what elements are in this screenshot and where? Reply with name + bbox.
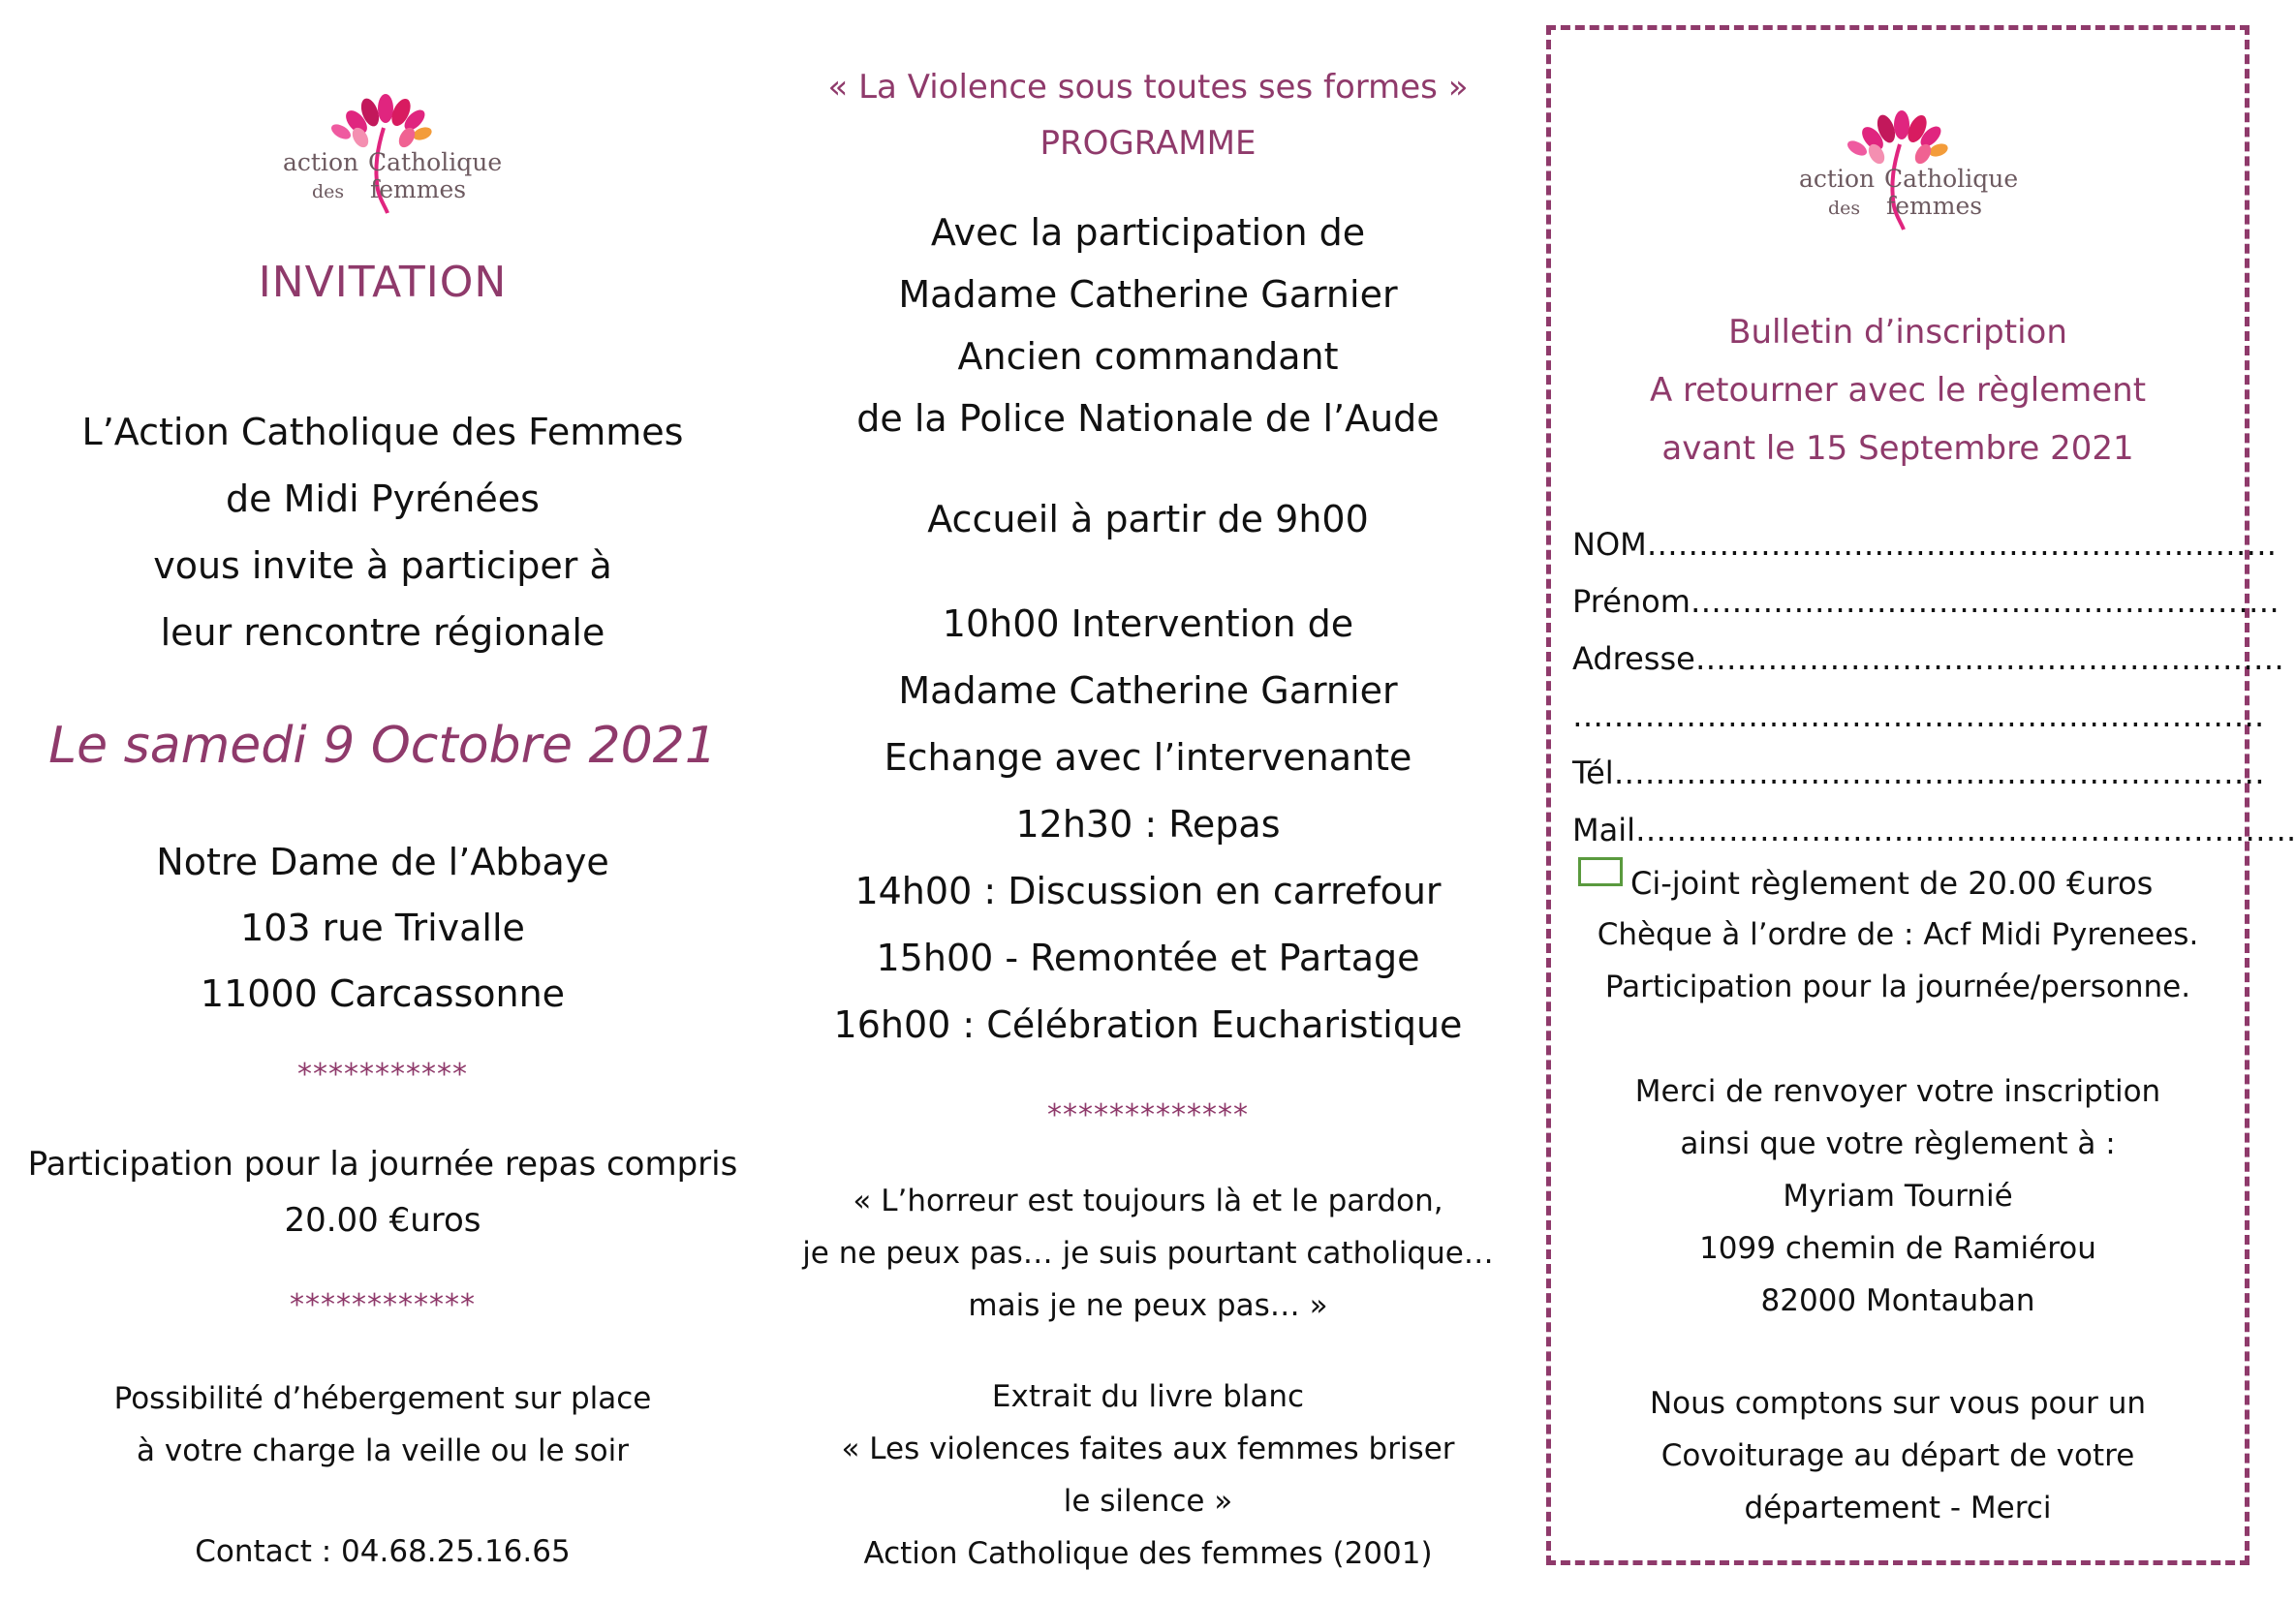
separator-stars: ************* [1047, 1098, 1249, 1132]
schedule-item: 10h00 Intervention de [942, 602, 1354, 645]
schedule-item: 15h00 - Remontée et Partage [876, 937, 1420, 979]
intro-line: vous invite à participer à [153, 544, 612, 587]
schedule-item: 16h00 : Célébration Eucharistique [833, 1003, 1463, 1046]
flower-logo-icon [277, 89, 503, 215]
logo-word-femmes: femmes [1886, 192, 1983, 220]
mail-field[interactable]: Mail………………………………………………………. [1572, 812, 2296, 848]
cheque-order: Chèque à l’ordre de : Acf Midi Pyrenees. [1597, 917, 2199, 952]
logo-word-des: des [312, 181, 345, 202]
covoiturage-line: département - Merci [1744, 1491, 2052, 1525]
acf-logo [277, 89, 503, 215]
bulletin-deadline: avant le 15 Septembre 2021 [1661, 429, 2134, 468]
logo-word-catholique: Catholique [368, 148, 503, 176]
invitation-title: INVITATION [258, 258, 508, 307]
nom-field[interactable]: NOM……………………………………………………. [1572, 526, 2277, 563]
speaker-line: Madame Catherine Garnier [898, 273, 1398, 316]
quote-line: je ne peux pas… je suis pourtant catholique… [802, 1236, 1494, 1271]
intro-line: leur rencontre régionale [160, 611, 605, 654]
logo-word-catholique: Catholique [1884, 165, 2019, 193]
hebergement-line: à votre charge la veille ou le soir [137, 1433, 629, 1468]
speaker-line: Ancien commandant [957, 335, 1339, 378]
quote-line: mais je ne peux pas… » [968, 1288, 1328, 1323]
adresse-line2-field[interactable]: …………………………………………………………. [1572, 697, 2265, 734]
separator-stars: ************ [290, 1288, 476, 1322]
participation-note: Participation pour la journée/personne. [1604, 970, 2191, 1004]
prenom-field[interactable]: Prénom………………………………………………… [1572, 583, 2280, 620]
programme-title: PROGRAMME [1039, 124, 1257, 163]
bulletin-subtitle: A retourner avec le règlement [1649, 371, 2147, 410]
logo-word-femmes: femmes [370, 175, 467, 203]
adresse-field[interactable]: Adresse………………………………………………… [1572, 640, 2284, 677]
schedule-item: 14h00 : Discussion en carrefour [854, 870, 1442, 912]
accueil-time: Accueil à partir de 9h00 [927, 498, 1369, 540]
schedule-item: Madame Catherine Garnier [898, 669, 1398, 712]
flower-logo-icon [1793, 106, 2019, 231]
participation-line: Participation pour la journée repas compris [27, 1145, 738, 1184]
logo-word-action: action [1799, 165, 1876, 193]
speaker-line: Avec la participation de [930, 211, 1366, 254]
intro-line: de Midi Pyrénées [226, 478, 540, 520]
speaker-line: de la Police Nationale de l’Aude [856, 397, 1440, 440]
address-line: 11000 Carcassonne [200, 972, 566, 1015]
logo-word-action: action [283, 148, 359, 176]
source-line: « Les violences faites aux femmes briser [841, 1432, 1455, 1466]
recipient-city: 82000 Montauban [1760, 1283, 2035, 1318]
covoiturage-line: Covoiturage au départ de votre [1660, 1438, 2135, 1473]
logo-word-des: des [1828, 198, 1861, 219]
acf-logo [1793, 106, 2019, 231]
address-line: 103 rue Trivalle [240, 907, 525, 949]
bulletin-form [1546, 25, 2296, 1565]
covoiturage-line: Nous comptons sur vous pour un [1649, 1386, 2146, 1421]
participation-price: 20.00 €uros [284, 1201, 481, 1240]
schedule-item: 12h30 : Repas [1015, 803, 1281, 846]
quote-line: « L’horreur est toujours là et le pardon, [853, 1184, 1443, 1218]
contact-phone: Contact : 04.68.25.16.65 [195, 1534, 571, 1569]
tel-field[interactable]: Tél……………………………………………………… [1572, 755, 2265, 791]
intro-line: L’Action Catholique des Femmes [81, 411, 684, 453]
bulletin-title: Bulletin d’inscription [1728, 313, 2067, 352]
send-line: ainsi que votre règlement à : [1680, 1126, 2116, 1161]
source-line: Extrait du livre blanc [991, 1379, 1305, 1414]
send-line: Merci de renvoyer votre inscription [1634, 1074, 2161, 1109]
source-line: le silence » [1063, 1484, 1233, 1519]
schedule-item: Echange avec l’intervenante [884, 736, 1412, 779]
separator-stars: *********** [297, 1058, 468, 1092]
payment-checkbox[interactable] [1578, 857, 1623, 886]
recipient-name: Myriam Tournié [1783, 1179, 2013, 1214]
theme-title: « La Violence sous toutes ses formes » [827, 68, 1469, 107]
event-date: Le samedi 9 Octobre 2021 [48, 717, 717, 775]
hebergement-line: Possibilité d’hébergement sur place [113, 1381, 652, 1416]
recipient-street: 1099 chemin de Ramiérou [1699, 1231, 2096, 1266]
address-line: Notre Dame de l’Abbaye [156, 841, 609, 883]
source-line: Action Catholique des femmes (2001) [863, 1536, 1433, 1571]
payment-line: Ci-joint règlement de 20.00 €uros [1630, 865, 2154, 902]
